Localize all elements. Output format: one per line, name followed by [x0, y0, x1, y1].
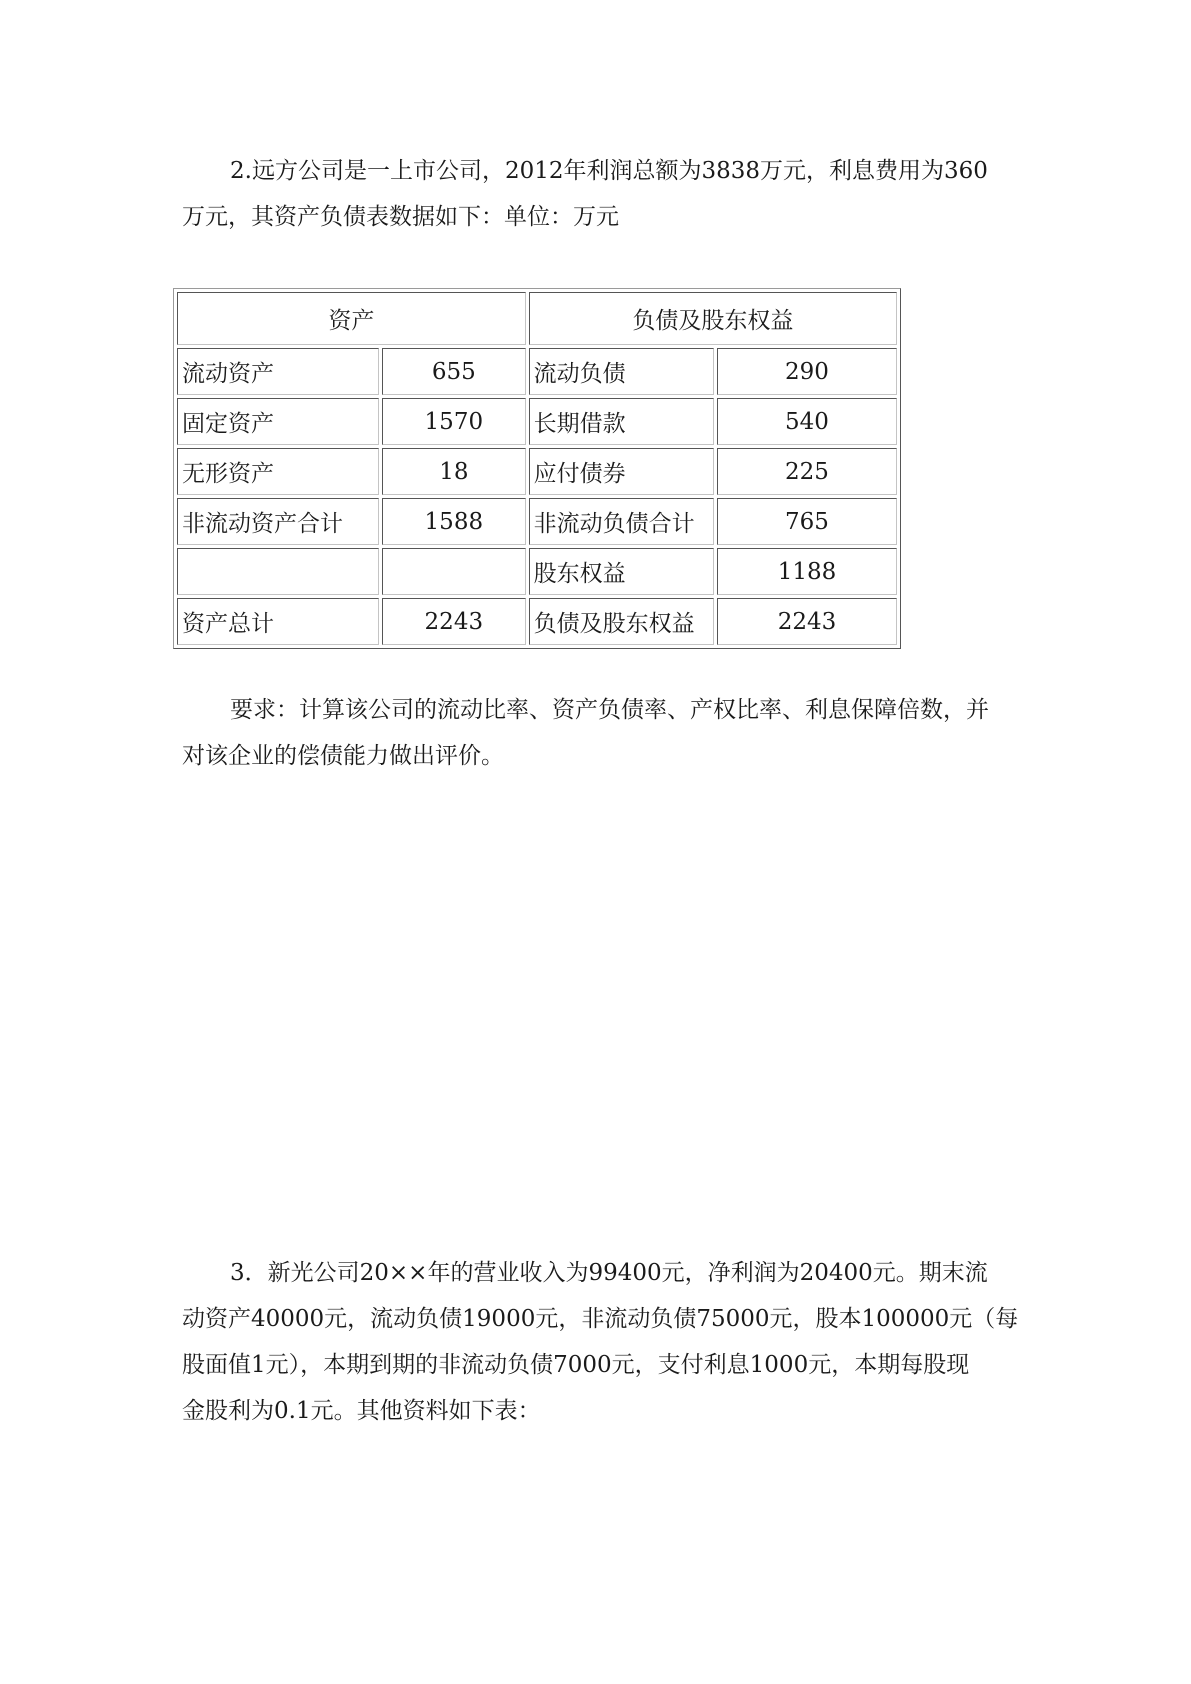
asset-label: 固定资产 — [177, 398, 379, 445]
asset-value: 18 — [382, 448, 526, 495]
table-row — [177, 548, 897, 595]
assets-header: 资产 — [177, 292, 526, 345]
table-row — [177, 348, 897, 395]
asset-value: 1588 — [382, 498, 526, 545]
requirement-text — [182, 687, 1017, 779]
asset-value — [382, 548, 526, 595]
requirement-line-1: 要求：计算该公司的流动比率、资产负债率、产权比率、利息保障倍数，并 — [230, 697, 989, 723]
problem-2-line-2: 万元，其资产负债表数据如下：单位：万元 — [182, 204, 619, 230]
asset-label: 资产总计 — [177, 598, 379, 645]
asset-value: 655 — [382, 348, 526, 395]
problem-3-line-1: 3．新光公司20××年的营业收入为99400元，净利润为20400元。期末流 — [230, 1260, 988, 1286]
liability-label: 非流动负债合计 — [529, 498, 714, 545]
table-row — [177, 398, 897, 445]
problem-3-line-2: 动资产40000元，流动负债19000元，非流动负债75000元，股本100000元（每 — [182, 1306, 1019, 1332]
problem-3-line-3: 股面值1元），本期到期的非流动负债7000元，支付利息1000元，本期每股现 — [182, 1352, 970, 1378]
liability-label: 股东权益 — [529, 548, 714, 595]
asset-label — [177, 548, 379, 595]
liability-value: 765 — [717, 498, 897, 545]
liability-value: 290 — [717, 348, 897, 395]
table-header-row — [177, 292, 897, 345]
asset-label: 非流动资产合计 — [177, 498, 379, 545]
asset-label: 无形资产 — [177, 448, 379, 495]
liability-value: 225 — [717, 448, 897, 495]
liability-value: 2243 — [717, 598, 897, 645]
liability-value: 1188 — [717, 548, 897, 595]
problem-3-line-4: 金股利为0.1元。其他资料如下表： — [182, 1398, 541, 1424]
table-row — [177, 498, 897, 545]
liability-label: 长期借款 — [529, 398, 714, 445]
liability-label: 负债及股东权益 — [529, 598, 714, 645]
liability-label: 应付债券 — [529, 448, 714, 495]
balance-sheet-table — [173, 288, 901, 649]
asset-value: 2243 — [382, 598, 526, 645]
asset-label: 流动资产 — [177, 348, 379, 395]
liability-label: 流动负债 — [529, 348, 714, 395]
liabilities-header: 负债及股东权益 — [529, 292, 897, 345]
table-row — [177, 448, 897, 495]
table-row — [177, 598, 897, 645]
problem-2-line-1: 2.远方公司是一上市公司，2012年利润总额为3838万元，利息费用为360 — [230, 158, 988, 184]
problem-3-text — [182, 1250, 1017, 1434]
asset-value: 1570 — [382, 398, 526, 445]
requirement-line-2: 对该企业的偿债能力做出评价。 — [182, 743, 504, 769]
liability-value: 540 — [717, 398, 897, 445]
problem-2-text — [182, 148, 1017, 240]
